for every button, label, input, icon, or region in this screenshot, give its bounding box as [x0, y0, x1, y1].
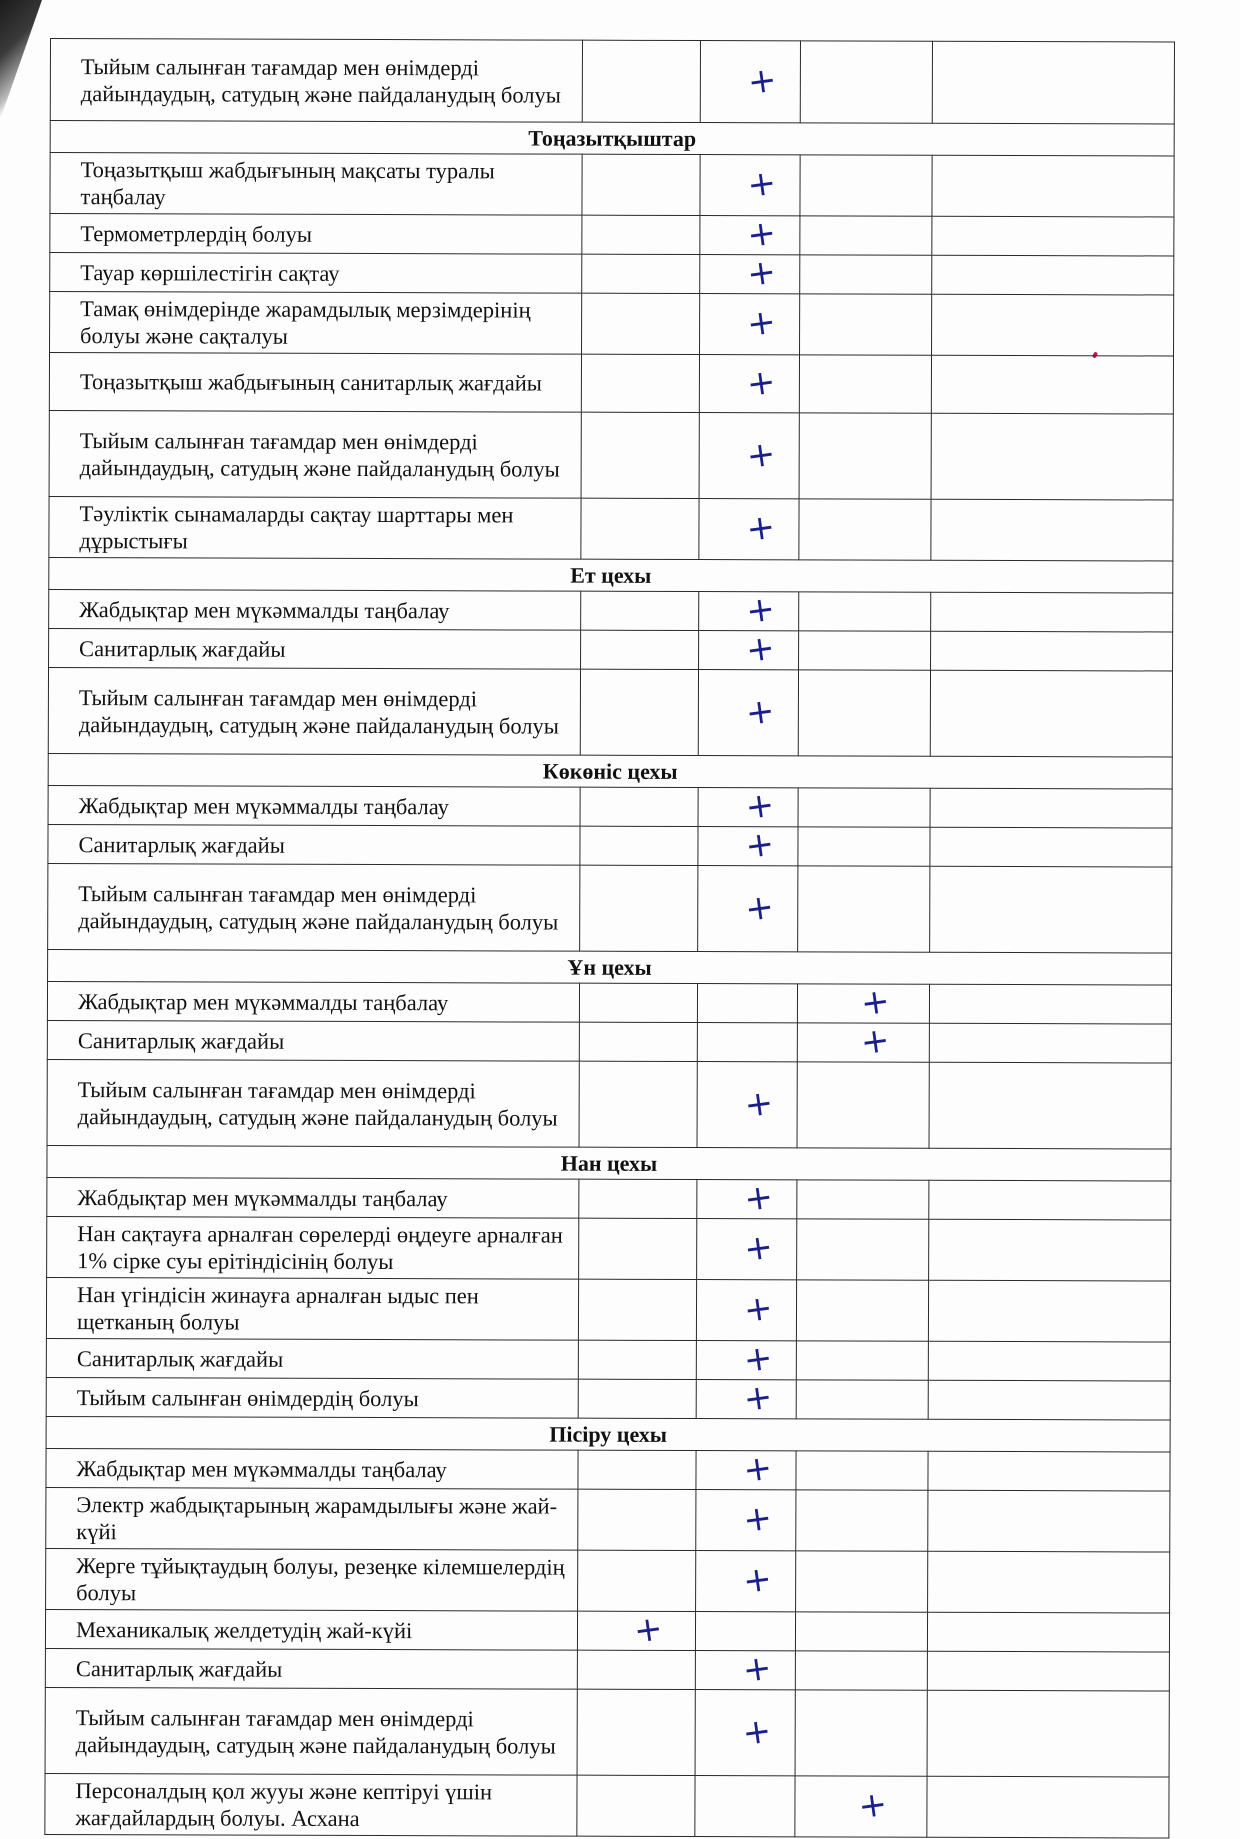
mark-cell-col-2[interactable]: [699, 627, 799, 671]
mark-cell-col-4[interactable]: [929, 1023, 1171, 1063]
mark-cell-col-4[interactable]: [931, 592, 1173, 632]
section-title: Пісіру цехы: [46, 1416, 1170, 1452]
mark-cell-col-3[interactable]: [796, 1451, 928, 1490]
checklist-row: [45, 1687, 1169, 1777]
checklist-row: [49, 353, 1173, 415]
mark-cell-col-1[interactable]: [579, 1179, 697, 1218]
mark-cell-col-1[interactable]: [580, 787, 698, 826]
requirement-text: Тыйым салынған өнімдердің болуы: [46, 1377, 578, 1418]
mark-cell-col-4[interactable]: [927, 1612, 1169, 1652]
handwritten-plus-icon: +: [745, 212, 779, 256]
requirement-text: Механикалық желдетудің жай-күйі: [45, 1609, 577, 1650]
mark-cell-col-1[interactable]: [578, 1550, 696, 1611]
mark-cell-col-4[interactable]: [929, 984, 1171, 1024]
checklist-row: [45, 1609, 1169, 1652]
requirement-text: Жабдықтар мен мүкәммалды таңбалау: [47, 1177, 579, 1218]
mark-cell-col-1[interactable]: [578, 1379, 696, 1418]
mark-cell-col-4[interactable]: [930, 827, 1172, 867]
requirement-text: Нан үгіндісін жинауға арналған ыдыс пен щетканың болуы: [46, 1277, 578, 1340]
mark-cell-col-1[interactable]: [581, 498, 699, 559]
mark-cell-col-1[interactable]: [579, 1061, 697, 1147]
mark-cell-col-3[interactable]: [795, 1776, 927, 1837]
mark-cell-col-2[interactable]: [696, 1337, 796, 1381]
section-header-row: [49, 557, 1173, 593]
mark-cell-col-4[interactable]: [929, 1062, 1171, 1149]
mark-cell-col-4[interactable]: [932, 255, 1174, 295]
mark-cell-col-4[interactable]: [928, 1280, 1170, 1342]
checklist-row: [48, 667, 1172, 757]
mark-cell-col-3[interactable]: [800, 294, 932, 355]
mark-cell-col-2[interactable]: [698, 866, 798, 952]
handwritten-plus-icon: +: [741, 1376, 776, 1420]
requirement-text: Тоңазытқыш жабдығының мақсаты туралы таңбалау: [50, 153, 582, 216]
requirement-text: Тыйым салынған тағамдар мен өнімдерді дайындаудың, сатудың және пайдаланудың болуы: [49, 410, 581, 498]
mark-cell-col-1[interactable]: [577, 1775, 695, 1836]
requirement-text: Жабдықтар мен мүкәммалды таңбалау: [49, 589, 581, 630]
mark-cell-col-2[interactable]: [700, 41, 800, 123]
mark-cell-col-4[interactable]: [930, 866, 1172, 953]
mark-cell-col-1[interactable]: [580, 865, 698, 951]
handwritten-plus-icon: +: [743, 588, 778, 632]
section-title: Ұн цехы: [48, 949, 1172, 985]
requirement-text: Санитарлық жағдайы: [49, 628, 581, 669]
handwritten-plus-icon: +: [858, 980, 893, 1025]
mark-cell-col-1[interactable]: [577, 1650, 695, 1689]
handwritten-plus-icon: +: [743, 689, 778, 734]
mark-cell-col-2[interactable]: [698, 784, 798, 828]
checklist-row: [46, 1487, 1170, 1552]
checklist-table: [44, 38, 1175, 1839]
mark-cell-col-4[interactable]: [928, 1380, 1170, 1420]
checklist-row: [45, 1773, 1169, 1838]
mark-cell-col-4[interactable]: [931, 355, 1173, 414]
checklist-row: [46, 1548, 1170, 1613]
handwritten-plus-icon: +: [744, 360, 779, 405]
handwritten-plus-icon: +: [745, 162, 779, 206]
mark-cell-col-3[interactable]: [796, 1280, 928, 1341]
mark-cell-col-4[interactable]: [931, 499, 1173, 561]
handwritten-plus-icon: +: [740, 1709, 775, 1754]
section-title: Нан цехы: [47, 1145, 1171, 1181]
mark-cell-col-3[interactable]: [797, 980, 929, 1025]
mark-cell-col-2[interactable]: [695, 1612, 795, 1651]
mark-cell-col-1[interactable]: [582, 254, 700, 293]
section-title: Көкөніс цехы: [48, 753, 1172, 789]
checklist-row: [46, 1448, 1170, 1491]
mark-cell-col-4[interactable]: [928, 1451, 1170, 1491]
handwritten-plus-icon: +: [743, 627, 778, 671]
section-header-row: [50, 121, 1174, 157]
checklist-row: [50, 253, 1174, 296]
mark-cell-col-2[interactable]: [696, 1490, 796, 1551]
requirement-text: Тамақ өнімдерінде жарамдылық мерзімдерінің болуы және сақталуы: [50, 292, 582, 355]
mark-cell-col-4[interactable]: [927, 1690, 1169, 1777]
checklist-row: [48, 785, 1172, 828]
mark-cell-col-1[interactable]: [581, 630, 699, 669]
mark-cell-col-2[interactable]: [696, 1376, 796, 1420]
mark-cell-col-1[interactable]: [578, 1340, 696, 1379]
mark-cell-col-3[interactable]: [800, 216, 932, 255]
checklist-row: [49, 628, 1173, 671]
mark-cell-col-2[interactable]: [696, 1280, 796, 1341]
checklist-row: [46, 1338, 1170, 1381]
mark-cell-col-3[interactable]: [799, 631, 931, 670]
requirement-text: Санитарлық жағдайы: [46, 1338, 578, 1379]
checklist-row: [49, 410, 1173, 500]
requirement-text: Персоналдың қол жууы және кептіруі үшін жағдайлардың болуы. Асхана: [45, 1773, 577, 1836]
requirement-text: Тыйым салынған тағамдар мен өнімдерді дайындаудың, сатудың және пайдаланудың болуы: [45, 1687, 577, 1775]
mark-cell-col-1[interactable]: [580, 826, 698, 865]
mark-cell-col-2[interactable]: [697, 1023, 797, 1062]
mark-cell-col-4[interactable]: [928, 1490, 1170, 1552]
mark-cell-col-2[interactable]: [699, 588, 799, 632]
handwritten-plus-icon: +: [744, 251, 779, 295]
mark-cell-col-1[interactable]: [578, 1489, 696, 1550]
handwritten-plus-icon: +: [742, 1081, 776, 1126]
mark-cell-col-4[interactable]: [929, 1180, 1171, 1220]
mark-cell-col-3[interactable]: [798, 670, 930, 756]
requirement-text: Тауар көршілестігін сақтау: [50, 253, 582, 294]
handwritten-plus-icon: +: [744, 432, 779, 477]
mark-cell-col-2[interactable]: [698, 670, 798, 756]
handwritten-plus-icon: +: [741, 1447, 775, 1491]
mark-cell-col-3[interactable]: [797, 1219, 929, 1280]
mark-cell-col-2[interactable]: [700, 251, 800, 295]
mark-cell-col-1[interactable]: [581, 354, 699, 412]
handwritten-plus-icon: +: [742, 885, 777, 930]
checklist-row: [49, 589, 1173, 632]
section-header-row: [48, 949, 1172, 985]
section-header-row: [46, 1416, 1170, 1452]
handwritten-plus-icon: +: [858, 1019, 893, 1064]
handwritten-plus-icon: +: [631, 1608, 666, 1652]
mark-cell-col-3[interactable]: [795, 1690, 927, 1776]
mark-cell-col-1[interactable]: [579, 1022, 697, 1061]
mark-cell-col-1[interactable]: [579, 1218, 697, 1279]
requirement-text: Электр жабдықтарының жарамдылығы және жай-күйі: [46, 1487, 578, 1550]
mark-cell-col-3[interactable]: [797, 1062, 929, 1148]
requirement-text: Тыйым салынған тағамдар мен өнімдерді дайындаудың, сатудың және пайдаланудың болуы: [47, 1059, 579, 1147]
mark-cell-col-3[interactable]: [798, 827, 930, 866]
mark-cell-col-1[interactable]: [582, 215, 700, 254]
requirement-text: Санитарлық жағдайы: [47, 1020, 579, 1061]
mark-cell-col-2[interactable]: [697, 1062, 797, 1148]
mark-cell-col-4[interactable]: [929, 1219, 1171, 1281]
mark-cell-col-3[interactable]: [800, 155, 932, 216]
checklist-row: [49, 496, 1173, 561]
checklist-row: [46, 1377, 1170, 1420]
mark-cell-col-2[interactable]: [697, 1219, 797, 1280]
checklist-row: [46, 1277, 1170, 1342]
section-title: Ет цехы: [49, 557, 1173, 593]
checklist-row: [47, 981, 1171, 1024]
requirement-text: Жабдықтар мен мүкәммалды таңбалау: [46, 1448, 578, 1489]
mark-cell-col-3[interactable]: [796, 1341, 928, 1380]
requirement-text: Тәуліктік сынамаларды сақтау шарттары мен дұрыстығы: [49, 496, 581, 559]
mark-cell-col-3[interactable]: [798, 788, 930, 827]
mark-cell-col-3[interactable]: [799, 413, 931, 499]
mark-cell-col-1[interactable]: [578, 1450, 696, 1489]
handwritten-plus-icon: +: [740, 1558, 775, 1602]
mark-cell-col-1[interactable]: [581, 412, 699, 498]
checklist-row: [45, 1648, 1169, 1691]
checklist-body: [45, 39, 1175, 1839]
mark-cell-col-4[interactable]: [932, 216, 1174, 256]
requirement-text: Санитарлық жағдайы: [48, 824, 580, 865]
mark-cell-col-4[interactable]: [931, 631, 1173, 671]
mark-cell-col-3[interactable]: [795, 1612, 927, 1651]
mark-cell-col-1[interactable]: [581, 591, 699, 630]
mark-cell-col-3[interactable]: [800, 41, 932, 123]
mark-cell-col-1[interactable]: [580, 669, 698, 755]
section-header-row: [47, 1145, 1171, 1181]
requirement-text: Термометрлердің болуы: [50, 214, 582, 255]
requirement-text: Нан сақтауға арналған сөрелерді өңдеуге арналған 1% сірке суы ерітіндісінің болуы: [47, 1216, 579, 1279]
mark-cell-col-2[interactable]: [698, 823, 798, 867]
mark-cell-col-1[interactable]: [577, 1689, 695, 1775]
mark-cell-col-4[interactable]: [927, 1651, 1169, 1691]
mark-cell-col-4[interactable]: [928, 1341, 1170, 1381]
mark-cell-col-2[interactable]: [699, 355, 799, 413]
mark-cell-col-1[interactable]: [582, 40, 700, 122]
checklist-row: [48, 824, 1172, 867]
mark-cell-col-4[interactable]: [930, 670, 1172, 757]
checklist-row: [50, 153, 1174, 218]
mark-cell-col-3[interactable]: [799, 499, 931, 560]
checklist-row: [48, 863, 1172, 953]
checklist-row: [47, 1020, 1171, 1063]
mark-cell-col-3[interactable]: [796, 1380, 928, 1419]
handwritten-plus-icon: +: [741, 1497, 775, 1541]
handwritten-plus-icon: +: [740, 1647, 775, 1691]
handwritten-plus-icon: +: [741, 1337, 776, 1381]
requirement-text: Жерге тұйықтаудың болуы, резеңке кілемшелердің болуы: [46, 1548, 578, 1611]
checklist-row: [50, 292, 1174, 357]
mark-cell-col-1[interactable]: [582, 293, 700, 354]
mark-cell-col-4[interactable]: [930, 788, 1172, 828]
handwritten-plus-icon: +: [745, 58, 780, 103]
mark-cell-col-2[interactable]: [696, 1447, 796, 1491]
mark-cell-col-3[interactable]: [795, 1651, 927, 1690]
requirement-text: Тыйым салынған тағамдар мен өнімдерді дайындаудың, сатудың және пайдаланудың болуы: [48, 667, 580, 755]
mark-cell-col-4[interactable]: [931, 413, 1173, 500]
mark-cell-col-1[interactable]: [577, 1608, 695, 1652]
mark-cell-col-3[interactable]: [796, 1551, 928, 1612]
mark-cell-col-2[interactable]: [697, 984, 797, 1023]
requirement-text: Тыйым салынған тағамдар мен өнімдерді дайындаудың, сатудың және пайдаланудың болуы: [48, 863, 580, 951]
mark-cell-col-3[interactable]: [799, 592, 931, 631]
mark-cell-col-2[interactable]: [699, 499, 799, 560]
section-header-row: [48, 753, 1172, 789]
requirement-text: Тыйым салынған тағамдар мен өнімдерді дайындаудың, сатудың және пайдаланудың болуы: [50, 39, 582, 123]
mark-cell-col-2[interactable]: [695, 1776, 795, 1837]
mark-cell-col-4[interactable]: [928, 1551, 1170, 1613]
requirement-text: Тоңазытқыш жабдығының санитарлық жағдайы: [49, 353, 581, 413]
mark-cell-col-4[interactable]: [932, 41, 1174, 124]
mark-cell-col-2[interactable]: [695, 1647, 795, 1691]
handwritten-plus-icon: +: [741, 1226, 776, 1270]
handwritten-plus-icon: +: [744, 506, 778, 550]
mark-cell-col-4[interactable]: [927, 1776, 1169, 1838]
mark-cell-col-1[interactable]: [582, 154, 700, 215]
checklist-row: [47, 1177, 1171, 1220]
checklist-row: [47, 1216, 1171, 1281]
handwritten-plus-icon: +: [743, 784, 777, 828]
handwritten-plus-icon: +: [744, 301, 779, 345]
mark-cell-col-3[interactable]: [798, 866, 930, 952]
handwritten-plus-icon: +: [743, 823, 777, 867]
mark-cell-col-2[interactable]: [700, 294, 800, 355]
requirement-text: Жабдықтар мен мүкәммалды таңбалау: [47, 981, 579, 1022]
mark-cell-col-3[interactable]: [797, 1019, 929, 1064]
requirement-text: Жабдықтар мен мүкәммалды таңбалау: [48, 785, 580, 826]
handwritten-plus-icon: +: [742, 1176, 776, 1220]
mark-cell-col-2[interactable]: [695, 1690, 795, 1776]
mark-cell-col-2[interactable]: [700, 155, 800, 216]
section-title: Тоңазытқыштар: [50, 121, 1174, 157]
mark-cell-col-3[interactable]: [799, 355, 931, 413]
handwritten-plus-icon: +: [741, 1287, 776, 1331]
mark-cell-col-4[interactable]: [932, 294, 1174, 356]
mark-cell-col-2[interactable]: [699, 413, 799, 499]
mark-cell-col-2[interactable]: [700, 212, 800, 256]
mark-cell-col-3[interactable]: [796, 1490, 928, 1551]
mark-cell-col-2[interactable]: [696, 1551, 796, 1612]
handwritten-plus-icon: +: [856, 1783, 890, 1828]
mark-cell-col-3[interactable]: [797, 1180, 929, 1219]
mark-cell-col-3[interactable]: [800, 255, 932, 294]
mark-cell-col-1[interactable]: [579, 983, 697, 1022]
checklist-row: [47, 1059, 1171, 1149]
checklist-row: [50, 214, 1174, 257]
mark-cell-col-2[interactable]: [697, 1176, 797, 1220]
mark-cell-col-4[interactable]: [932, 155, 1174, 217]
checklist-row: [50, 39, 1174, 125]
requirement-text: Санитарлық жағдайы: [45, 1648, 577, 1689]
mark-cell-col-1[interactable]: [578, 1279, 696, 1340]
